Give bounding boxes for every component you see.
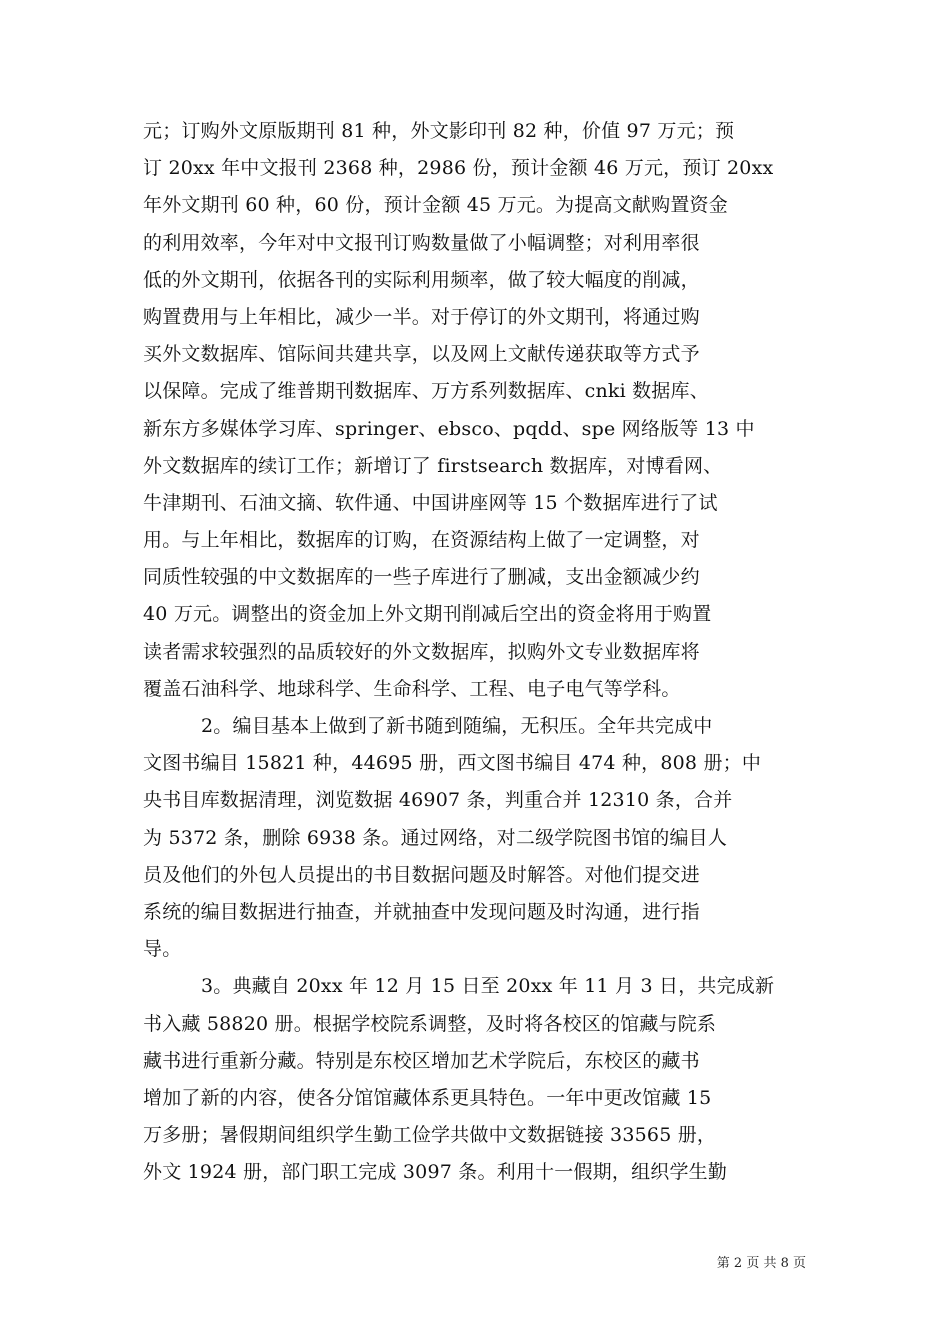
text-line: 导。 — [143, 938, 182, 961]
text-line: 覆盖石油科学、地球科学、生命科学、工程、电子电气等学科。 — [143, 677, 681, 700]
text-line: 外文 1924 册，部门职工完成 3097 条。利用十一假期，组织学生勤 — [143, 1161, 728, 1184]
text-line: 用。与上年相比，数据库的订购，在资源结构上做了一定调整，对 — [143, 529, 700, 552]
paragraph-first-line: 3。典藏自 20xx 年 12 月 15 日至 20xx 年 11 月 3 日，共完成新 — [201, 975, 775, 998]
page-number: 第 2 页 共 8 页 — [716, 1256, 806, 1271]
text-line: 的利用效率，今年对中文报刊订购数量做了小幅调整；对利用率很 — [143, 231, 700, 254]
text-line: 购置费用与上年相比，减少一半。对于停订的外文期刊，将通过购 — [143, 305, 700, 328]
text-line: 藏书进行重新分藏。特别是东校区增加艺术学院后，东校区的藏书 — [143, 1049, 700, 1072]
text-line: 文图书编目 15821 种，44695 册，西文图书编目 474 种，808 册；中 — [143, 752, 762, 775]
text-line: 牛津期刊、石油文摘、软件通、中国讲座网等 15 个数据库进行了试 — [143, 491, 718, 514]
text-line: 增加了新的内容，使各分馆馆藏体系更具特色。一年中更改馆藏 15 — [143, 1086, 712, 1109]
text-line: 央书目库数据清理，浏览数据 46907 条，判重合并 12310 条，合并 — [143, 789, 733, 812]
text-line: 外文数据库的续订工作；新增订了 firstsearch 数据库，对博看网、 — [143, 454, 723, 477]
text-line: 订 20xx 年中文报刊 2368 种，2986 份，预计金额 46 万元，预订 20xx — [143, 157, 774, 180]
text-line: 为 5372 条，删除 6938 条。通过网络，对二级学院图书馆的编目人 — [143, 826, 728, 849]
document-body — [143, 113, 815, 1191]
text-line: 读者需求较强烈的品质较好的外文数据库，拟购外文专业数据库将 — [143, 640, 700, 663]
text-line: 万多册；暑假期间组织学生勤工俭学共做中文数据链接 33565 册， — [143, 1124, 717, 1147]
text-line: 元；订购外文原版期刊 81 种，外文影印刊 82 种，价值 97 万元；预 — [143, 120, 735, 142]
text-line: 系统的编目数据进行抽查，并就抽查中发现问题及时沟通，进行指 — [143, 900, 700, 923]
text-line: 低的外文期刊，依据各刊的实际利用频率，做了较大幅度的削减， — [143, 268, 700, 291]
text-line: 员及他们的外包人员提出的书目数据问题及时解答。对他们提交进 — [143, 863, 700, 886]
text-line: 40 万元。调整出的资金加上外文期刊削减后空出的资金将用于购置 — [143, 603, 712, 626]
text-line: 以保障。完成了维普期刊数据库、万方系列数据库、cnki 数据库、 — [143, 380, 709, 403]
text-line: 书入藏 58820 册。根据学校院系调整，及时将各校区的馆藏与院系 — [143, 1012, 717, 1035]
text-line: 年外文期刊 60 种，60 份，预计金额 45 万元。为提高文献购置资金 — [143, 194, 728, 217]
text-line: 买外文数据库、馆际间共建共享，以及网上文献传递获取等方式予 — [143, 343, 700, 366]
text-line: 新东方多媒体学习库、springer、ebsco、pqdd、spe 网络版等 13 中 — [143, 417, 755, 440]
text-line: 同质性较强的中文数据库的一些子库进行了删减，支出金额减少约 — [143, 566, 700, 589]
paragraph-first-line: 2。编目基本上做到了新书随到随编，无积压。全年共完成中 — [201, 715, 713, 737]
